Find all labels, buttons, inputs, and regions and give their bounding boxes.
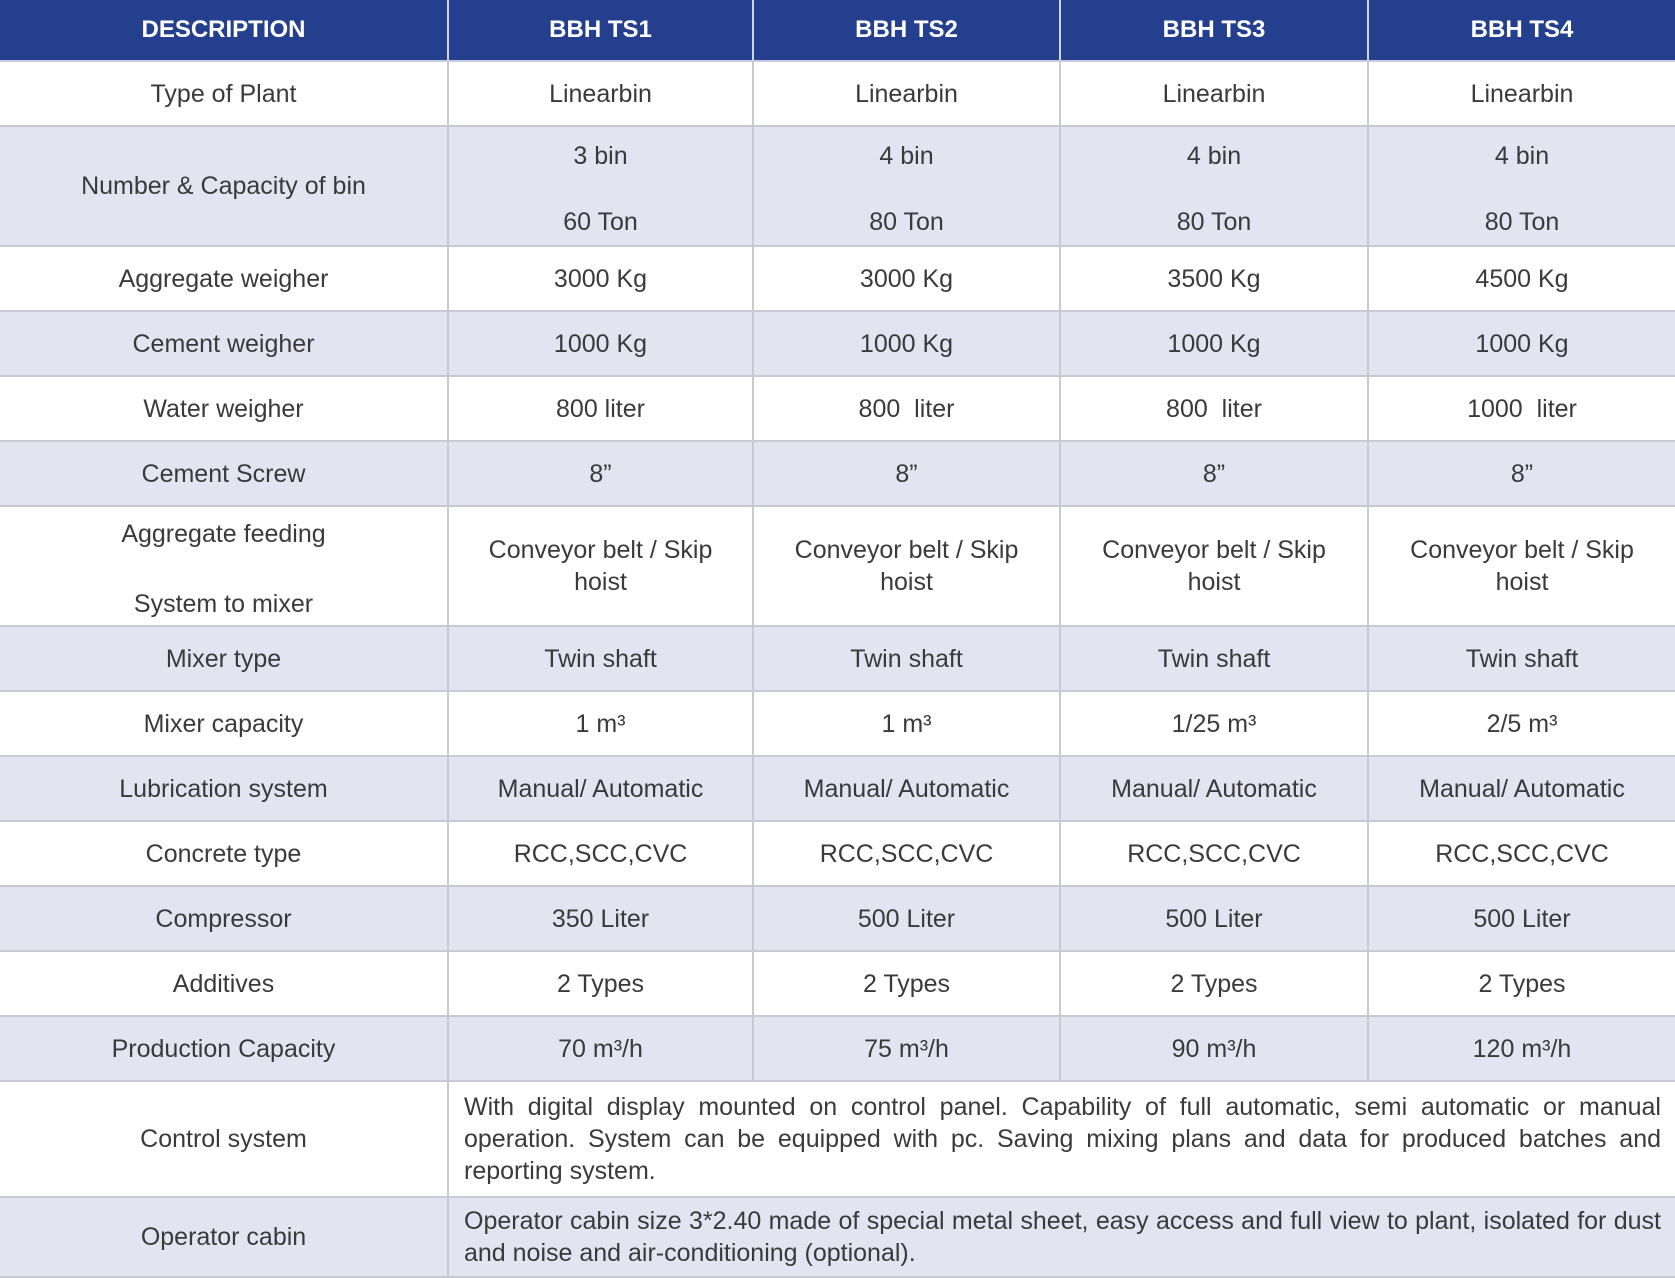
table-cell: 8” xyxy=(1060,441,1368,506)
table-cell: RCC,SCC,CVC xyxy=(1060,821,1368,886)
header-bbh-ts4: BBH TS4 xyxy=(1368,0,1675,61)
cell-line: 80 Ton xyxy=(869,208,944,236)
table-cell: 1000 Kg xyxy=(1060,311,1368,376)
table-cell: RCC,SCC,CVC xyxy=(1368,821,1675,886)
row-label-line: System to mixer xyxy=(133,590,314,618)
table-row xyxy=(0,756,1675,821)
table-cell xyxy=(448,126,753,246)
cell-line: 3 bin xyxy=(573,142,628,170)
table-cell: 1000 Kg xyxy=(448,311,753,376)
cell-line: 80 Ton xyxy=(1484,208,1560,236)
cell-line: 60 Ton xyxy=(563,208,638,236)
table-cell: 4500 Kg xyxy=(1368,246,1675,311)
header-bbh-ts1: BBH TS1 xyxy=(448,0,753,61)
table-cell: Linearbin xyxy=(753,61,1060,126)
table-cell: 1 m³ xyxy=(753,691,1060,756)
table-cell: Manual/ Automatic xyxy=(1060,756,1368,821)
table-cell xyxy=(1368,126,1675,246)
table-cell: 1000 Kg xyxy=(1368,311,1675,376)
table-cell xyxy=(753,126,1060,246)
table-cell: 8” xyxy=(448,441,753,506)
control-system-text: With digital display mounted on control panel. Capability of full automatic, semi automatic or manual operation. System can be equipped with pc. Saving mixing plans and data for produced batches and reporting system. xyxy=(448,1081,1675,1197)
table-row xyxy=(0,1081,1675,1197)
table-cell: Linearbin xyxy=(1060,61,1368,126)
row-label: Mixer capacity xyxy=(0,691,448,756)
table-cell: RCC,SCC,CVC xyxy=(753,821,1060,886)
row-label: Mixer type xyxy=(0,626,448,691)
row-label: Concrete type xyxy=(0,821,448,886)
table-cell: 120 m³/h xyxy=(1368,1016,1675,1081)
table-row xyxy=(0,886,1675,951)
row-label: Production Capacity xyxy=(0,1016,448,1081)
table-cell: 2/5 m³ xyxy=(1368,691,1675,756)
row-label: Water weigher xyxy=(0,376,448,441)
cell-line: 4 bin xyxy=(879,142,934,170)
cell-line: 80 Ton xyxy=(1176,208,1252,236)
cell-line: Conveyor belt / Skip xyxy=(1102,536,1326,564)
table-row xyxy=(0,821,1675,886)
table-cell: 2 Types xyxy=(1060,951,1368,1016)
table-cell: 3000 Kg xyxy=(448,246,753,311)
table-row xyxy=(0,506,1675,626)
operator-cabin-text: Operator cabin size 3*2.40 made of special metal sheet, easy access and full view to plant, isolated for dust and noise and air-conditioning (optional). xyxy=(448,1197,1675,1277)
table-row xyxy=(0,61,1675,126)
header-description: DESCRIPTION xyxy=(0,0,448,61)
table-cell: 350 Liter xyxy=(448,886,753,951)
table-cell: 75 m³/h xyxy=(753,1016,1060,1081)
table-cell: 500 Liter xyxy=(1368,886,1675,951)
header-bbh-ts3: BBH TS3 xyxy=(1060,0,1368,61)
table-row xyxy=(0,951,1675,1016)
cell-line: 4 bin xyxy=(1186,142,1242,170)
table-cell: 1000 liter xyxy=(1368,376,1675,441)
table-cell: Manual/ Automatic xyxy=(448,756,753,821)
row-label: Lubrication system xyxy=(0,756,448,821)
table-cell: 8” xyxy=(1368,441,1675,506)
table-cell: 1/25 m³ xyxy=(1060,691,1368,756)
header-bbh-ts2: BBH TS2 xyxy=(753,0,1060,61)
table-row xyxy=(0,441,1675,506)
table-row xyxy=(0,1016,1675,1081)
row-label: Compressor xyxy=(0,886,448,951)
table-cell: 3500 Kg xyxy=(1060,246,1368,311)
cell-line: 4 bin xyxy=(1494,142,1550,170)
table-row xyxy=(0,311,1675,376)
table-cell xyxy=(753,506,1060,626)
table-cell xyxy=(448,506,753,626)
table-cell: 800 liter xyxy=(1060,376,1368,441)
table-cell xyxy=(1368,506,1675,626)
table-cell: 500 Liter xyxy=(1060,886,1368,951)
header-row xyxy=(0,0,1675,61)
table-cell: 800 liter xyxy=(753,376,1060,441)
cell-line: hoist xyxy=(880,568,933,596)
table-row xyxy=(0,246,1675,311)
table-cell: 2 Types xyxy=(1368,951,1675,1016)
table-cell: 500 Liter xyxy=(753,886,1060,951)
cell-line: Conveyor belt / Skip xyxy=(794,536,1019,564)
row-label: Type of Plant xyxy=(0,61,448,126)
table-row xyxy=(0,1197,1675,1277)
table-cell: Twin shaft xyxy=(1060,626,1368,691)
row-label: Additives xyxy=(0,951,448,1016)
table-row xyxy=(0,126,1675,246)
cell-line: Conveyor belt / Skip xyxy=(1410,536,1634,564)
row-label: Control system xyxy=(0,1081,448,1197)
row-label: Aggregate weigher xyxy=(0,246,448,311)
table-row xyxy=(0,626,1675,691)
table-cell xyxy=(1060,126,1368,246)
row-label: Operator cabin xyxy=(0,1197,448,1277)
table-cell: 2 Types xyxy=(448,951,753,1016)
row-label: Number & Capacity of bin xyxy=(0,126,448,246)
table-cell: 2 Types xyxy=(753,951,1060,1016)
table-cell: 70 m³/h xyxy=(448,1016,753,1081)
table-cell: 1000 Kg xyxy=(753,311,1060,376)
table-cell: 3000 Kg xyxy=(753,246,1060,311)
table-cell: Twin shaft xyxy=(448,626,753,691)
table-cell xyxy=(1060,506,1368,626)
table-row xyxy=(0,376,1675,441)
table-cell: Manual/ Automatic xyxy=(1368,756,1675,821)
table-cell: Linearbin xyxy=(448,61,753,126)
table-cell: Manual/ Automatic xyxy=(753,756,1060,821)
row-label: Cement Screw xyxy=(0,441,448,506)
table-row xyxy=(0,691,1675,756)
table-cell: 1 m³ xyxy=(448,691,753,756)
row-label-line: Aggregate feeding xyxy=(121,520,326,548)
cell-line: Conveyor belt / Skip xyxy=(488,536,713,564)
cell-line: hoist xyxy=(1495,568,1549,596)
table-cell: 90 m³/h xyxy=(1060,1016,1368,1081)
table-cell: RCC,SCC,CVC xyxy=(448,821,753,886)
table-cell: Twin shaft xyxy=(753,626,1060,691)
cell-line: hoist xyxy=(1187,568,1241,596)
cell-line: hoist xyxy=(574,568,627,596)
row-label: Cement weigher xyxy=(0,311,448,376)
table-cell: 800 liter xyxy=(448,376,753,441)
table-cell: Twin shaft xyxy=(1368,626,1675,691)
table-cell: 8” xyxy=(753,441,1060,506)
row-label xyxy=(0,506,448,626)
table-cell: Linearbin xyxy=(1368,61,1675,126)
